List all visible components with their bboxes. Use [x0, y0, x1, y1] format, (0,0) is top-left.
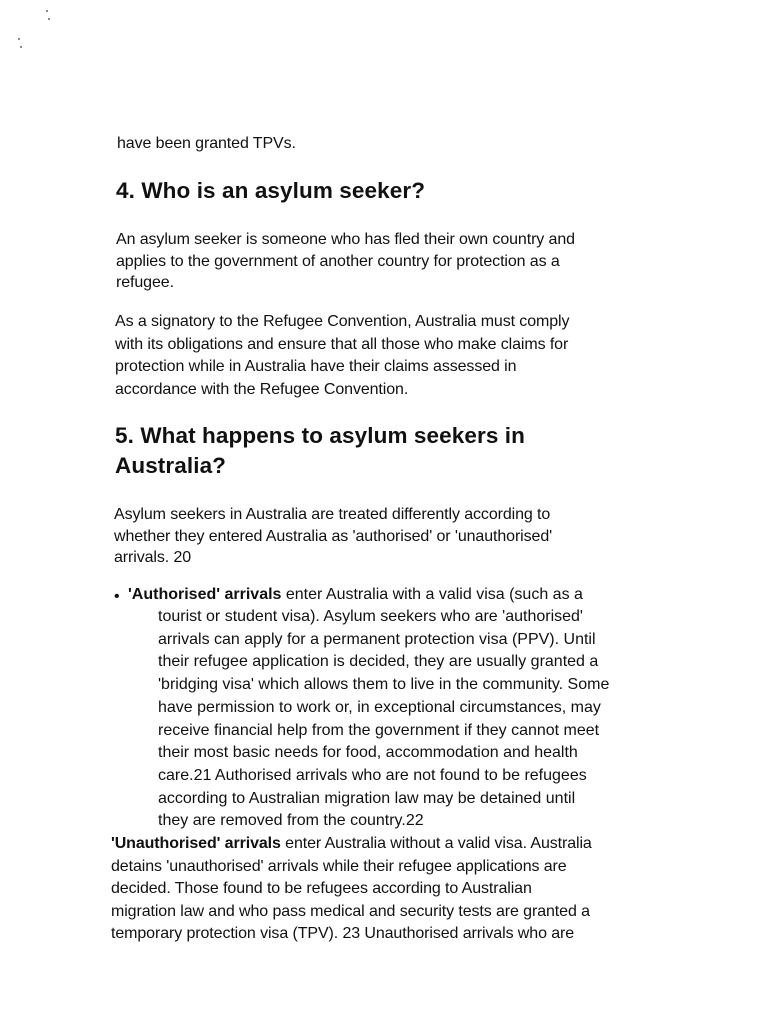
authorised-arrivals-lead: 'Authorised' arrivals [128, 586, 282, 603]
section-5-paragraph-1 [114, 504, 552, 569]
text-line: decided. Those found to be refugees according to Australian [111, 880, 532, 898]
text-line: according to Australian migration law may be detained until [158, 789, 576, 807]
text-line: protection while in Australia have their claims assessed in [115, 358, 517, 375]
text-line: they are removed from the country.22 [158, 812, 424, 830]
text-line: Asylum seekers in Australia are treated differently according to [114, 506, 551, 523]
unauthorised-arrivals-lead: 'Unauthorised' arrivals [111, 835, 281, 852]
text-line: receive financial help from the government if they cannot meet [158, 721, 600, 739]
text-line: with its obligations and ensure that all those who make claims for [115, 335, 569, 353]
text-line: migration law and who pass medical and security tests are granted a [111, 902, 590, 920]
section-4-paragraph-2 [115, 311, 569, 401]
section-4-heading: 4. Who is an asylum seeker? [116, 178, 426, 203]
text-line: 'bridging visa' which allows them to live in the community. Some [158, 676, 610, 694]
text-line [111, 833, 592, 856]
text-line: As a signatory to the Refugee Convention, Australia must comply [115, 313, 570, 330]
text-line: whether they entered Australia as 'authorised' or 'unauthorised' [114, 527, 553, 545]
text-line: have permission to work or, in exceptional circumstances, may [158, 698, 601, 716]
text-line: refugee. [116, 274, 174, 291]
text-line: temporary protection visa (TPV). 23 Unauthorised arrivals who are [111, 925, 575, 943]
text-line: applies to the government of another country for protection as a [116, 252, 560, 270]
text-line: An asylum seeker is someone who has fled their own country and [116, 231, 575, 248]
scan-specks [16, 8, 56, 58]
heading-line: Australia? [115, 453, 227, 478]
text-run: enter Australia without a valid visa. Australia [280, 835, 592, 852]
section-4-paragraph-1 [116, 229, 575, 294]
text-line: arrivals can apply for a permanent protection visa (PPV). Until [158, 630, 596, 648]
text-line: arrivals. 20 [114, 549, 192, 566]
text-line: tourist or student visa). Asylum seekers who are 'authorised' [158, 608, 583, 625]
text-line: detains 'unauthorised' arrivals while their refugee applications are [111, 857, 567, 875]
intro-line: have been granted TPVs. [117, 135, 296, 152]
text-run: enter Australia with a valid visa (such as a [281, 586, 583, 603]
text-line: care.21 Authorised arrivals who are not found to be refugees [158, 766, 587, 784]
heading-line: 5. What happens to asylum seekers in [115, 423, 525, 448]
unauthorised-arrivals-paragraph [111, 833, 592, 946]
text-line: accordance with the Refugee Convention. [115, 380, 409, 398]
bullet-marker: • [114, 588, 120, 605]
authorised-arrivals-body [158, 606, 678, 833]
text-line: their refugee application is decided, they are usually granted a [158, 653, 599, 671]
text-line: their most basic needs for food, accommodation and health [158, 744, 578, 762]
section-5-heading [115, 421, 525, 481]
authorised-arrivals-first-line [128, 584, 668, 607]
